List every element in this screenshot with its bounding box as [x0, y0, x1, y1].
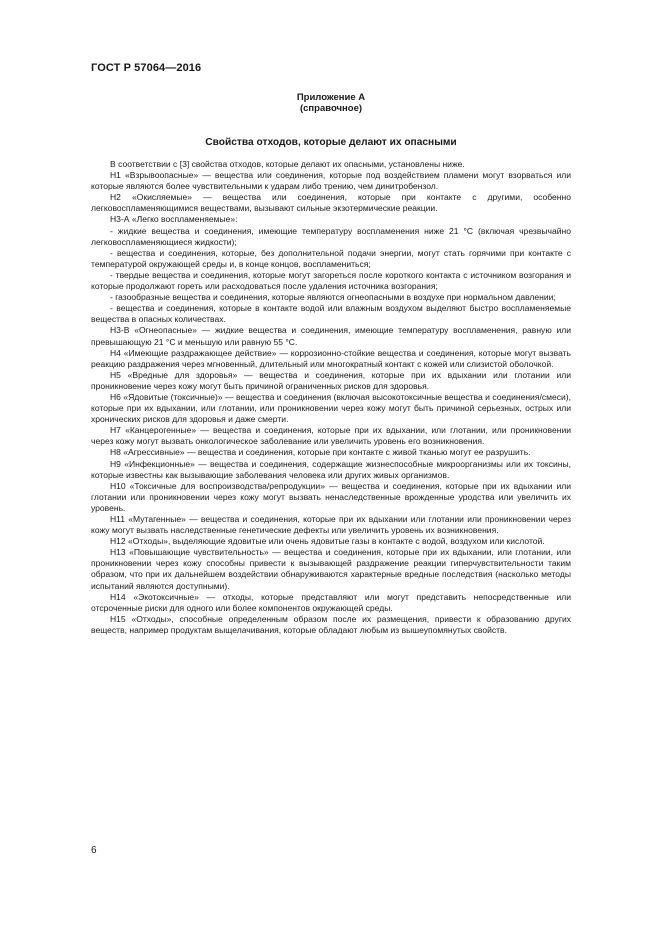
paragraph-h6: Н6 «Ядовитые (токсичные)» — вещества и соединения (включая высокотоксичные вещества и соединения/смеси), которые при их вдыхании, или глотании, или проникновении через кожу могут быть причиной серьезных, острых или хронических рисков для здоровья и даже смерти.: [91, 391, 571, 425]
paragraph-h7: Н7 «Канцерогенные» — вещества и соединения, которые при их вдыхании, или глотании, или проникновении через кожу могут вызвать онкологическое заболевание или увеличить уровень его возникновения.: [91, 425, 571, 447]
paragraph-h13: Н13 «Повышающие чувствительность» — вещества и соединения, которые при их вдыхании, или глотании, или проникновении через кожу способны привести к вызывающей раздражение реакции гиперчувствительности таким образом, что при их дальнейшем воздействии обнаруживаются характерные вредные последствия (насколько методы испытаний являются доступными).: [91, 547, 571, 591]
paragraph-h10: Н10 «Токсичные для воспроизводства/репродукции» — вещества и соединения, которые при их вдыхании или глотании или проникновении через кожу могут вызвать ненаследственные врожденные уродства или увеличить их уровень.: [91, 480, 571, 513]
paragraph-h3b: Н3-В «Огнеопасные» — жидкие вещества и соединения, имеющие температуру воспламенения, равную или превышающую 21 °С и меньшую или равную 55 °С.: [91, 325, 571, 347]
paragraph-h3a-item: - вещества и соединения, которые, без дополнительной подачи энергии, могут стать горячими при контакте с температурой окружающей среды и, в конце концов, воспламениться;: [91, 247, 571, 269]
paragraph-h14: Н14 «Экотоксичные» — отходы, которые представляют или могут представить непосредственные или отсроченные риски для одного или более компонентов окружающей среды.: [91, 591, 571, 613]
paragraph-h3a-item: - жидкие вещества и соединения, имеющие температуру воспламенения ниже 21 °С (включая чрезвычайно легковоспламеняющиеся жидкости);: [91, 225, 571, 247]
page-number: 6: [91, 845, 97, 856]
standard-number: ГОСТ Р 57064—2016: [91, 62, 202, 74]
paragraph-intro: В соответствии с [3] свойства отходов, которые делают их опасными, установлены ниже.: [110, 159, 465, 169]
paragraph-h11: Н11 «Мутагенные» — вещества и соединения, которые при их вдыхании или глотании или проникновении через кожу могут вызвать наследственные генетические дефекты или увеличить уровень их возникновения.: [91, 514, 571, 536]
paragraph-h3a: Н3-А «Легко воспламеняемые»:: [110, 214, 238, 225]
paragraph-h1: Н1 «Взрывоопасные» — вещества или соединения, которые под воздействием пламени могут взорваться или которые являются более чувствительными к ударам либо трению, чем динитробензол.: [91, 170, 571, 192]
paragraph-h4: Н4 «Имеющие раздражающее действие» — коррозионно-стойкие вещества и соединения, которые могут вызвать реакцию раздражения через мгновенный, длительный или многократный контакт с кожей или слизистой оболочкой.: [91, 347, 571, 369]
paragraph-h12: Н12 «Отходы», выделяющие ядовитые или очень ядовитые газы в контакте с водой, воздухом или кислотой.: [110, 536, 545, 547]
paragraph-h3a-item: - вещества и соединения, которые в контакте водой или влажным воздухом выделяют быстро воспламеняемые вещества в опасных количествах.: [91, 303, 571, 325]
paragraph-h2: Н2 «Окисляемые» — вещества или соединения, которые при контакте с другими, особенно легковоспламеняющимися веществами, вызывают сильные экзотермические реакции.: [91, 192, 571, 214]
appendix-label: Приложение А: [296, 92, 366, 103]
paragraph-h9: Н9 «Инфекционные» — вещества и соединения, содержащие жизнеспособные микроорганизмы или их токсины, которые известны как вызывающие заболевания человека или других живых организмов.: [91, 458, 571, 480]
paragraph-h15: Н15 «Отходы», способные определенным образом после их размещения, привести к образованию других веществ, например продуктам выщелачивания, которые обладают любым из вышеупомянутых свойств.: [91, 613, 571, 635]
paragraph-h8: Н8 «Агрессивные» — вещества и соединения, которые при контакте с живой тканью могут ее разрушить.: [110, 447, 531, 458]
appendix-heading: [91, 92, 571, 114]
paragraph-h5: Н5 «Вредные для здоровья» — вещества и соединения, которые при их вдыхании или глотании или проникновение через кожу могут быть причиной ограниченных рисков для здоровья.: [91, 369, 571, 391]
paragraph-h3a-item: - твердые вещества и соединения, которые могут загореться после короткого контакта с источником возгорания и которые продолжают гореть или расходоваться после удаления источника возгорания;: [91, 269, 571, 292]
appendix-note: (справочное): [299, 103, 363, 115]
paragraph-h3a-item: - газообразные вещества и соединения, которые являются огнеопасными в воздухе при нормальном давлении;: [110, 292, 556, 303]
document-body: [91, 159, 571, 636]
section-title: Свойства отходов, которые делают их опасными: [205, 137, 457, 148]
